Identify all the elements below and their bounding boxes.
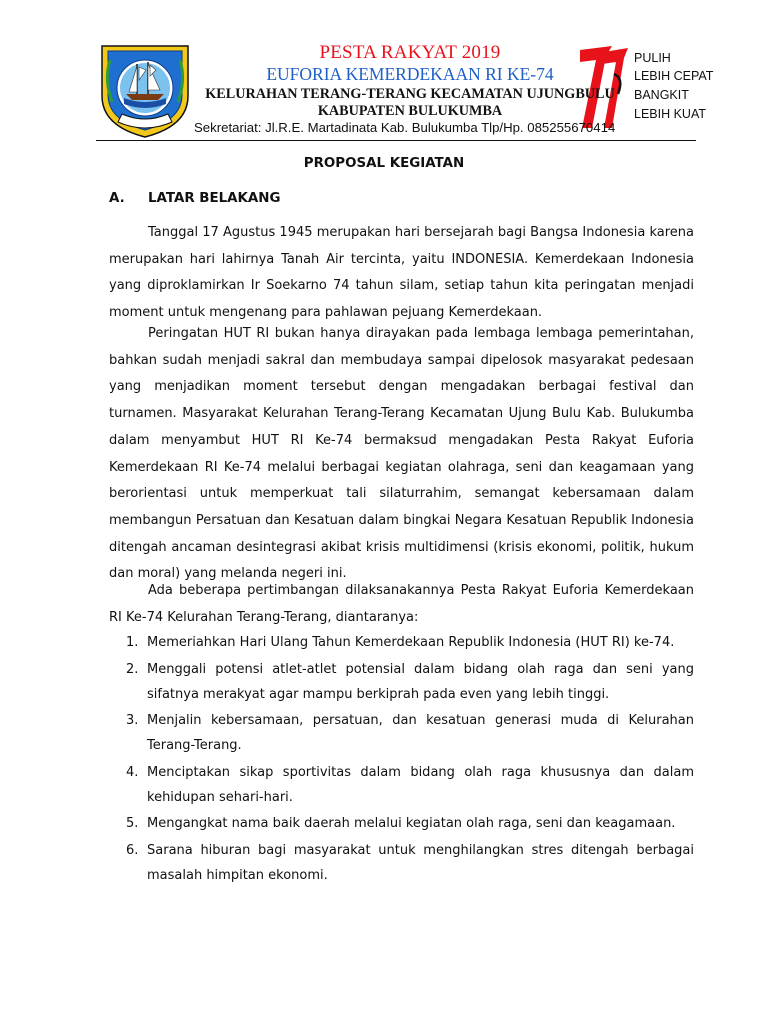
logo-line-pulih: PULIH — [634, 51, 671, 65]
list-item-text: Sarana hiburan bagi masyarakat untuk menghilangkan stres ditengah berbagai masalah himpitan ekonomi. — [147, 842, 694, 883]
list-item-number: 3. — [126, 713, 139, 728]
paragraph-3: Ada beberapa pertimbangan dilaksanakannya Pesta Rakyat Euforia Kemerdekaan RI Ke-74 Kelurahan Terang-Terang, diantaranya: — [109, 583, 694, 625]
list-item-number: 6. — [126, 842, 139, 858]
list-item-number: 4. — [126, 764, 139, 780]
header-divider — [96, 140, 696, 141]
logo-line-bangkit: BANGKIT — [634, 88, 689, 102]
paragraph-2: Peringatan HUT RI bukan hanya dirayakan pada lembaga lembaga pemerintahan, bahkan sudah menjadi sakral dan membudaya sampai dipelosok masyarakat pedesaan yang menjadikan moment tersebut dengan mengadakan berbagai festival dan turnamen. Masyarakat Kelurahan Terang-Terang Kecamatan Ujung Bulu Kab. Bulukumba dalam menyambut HUT RI Ke-74 bermaksud mengadakan Pesta Rakyat Euforia Kemerdekaan RI Ke-74 melalui berbagai kegiatan olahraga, seni dan keagamaan yang berorientasi untuk memperkuat tali silaturrahim, semangat kebersamaan dalam membangun Persatuan dan Kesatuan dalam bingkai Negara Kesatuan Republik Indonesia ditengah ancaman desintegrasi akibat krisis multidimensi (krisis ekonomi, politik, hukum dan moral) yang melanda negeri ini. — [109, 326, 694, 582]
header-sekretariat: Sekretariat: Jl.R.E. Martadinata Kab. Bulukumba Tlp/Hp. 085255670414 — [194, 120, 616, 135]
list-item — [126, 811, 694, 836]
logo-line-lebih-cepat: LEBIH CEPAT — [634, 69, 714, 83]
header-title: PESTA RAKYAT 2019 — [319, 42, 501, 63]
list-item-number: 5. — [126, 816, 139, 831]
proposal-title: PROPOSAL KEGIATAN — [303, 156, 465, 171]
bulukumba-emblem-icon — [96, 40, 194, 140]
list-item-text: Memeriahkan Hari Ulang Tahun Kemerdekaan Republik Indonesia (HUT RI) ke-74. — [147, 635, 675, 650]
list-item — [126, 630, 694, 655]
considerations-list — [126, 630, 694, 889]
list-item-number: 2. — [126, 661, 139, 677]
header-kelurahan: KELURAHAN TERANG-TERANG KECAMATAN UJUNGBULU — [205, 86, 615, 102]
list-item — [126, 657, 694, 707]
header-kabupaten: KABUPATEN BULUKUMBA — [317, 103, 503, 119]
list-item — [126, 708, 694, 758]
list-item-number: 1. — [126, 635, 139, 650]
list-item-text: Mengangkat nama baik daerah melalui kegiatan olah raga, seni dan keagamaan. — [147, 816, 676, 831]
logo-line-lebih-kuat: LEBIH KUAT — [634, 107, 707, 121]
section-letter: A. — [109, 191, 125, 206]
section-title: LATAR BELAKANG — [148, 191, 281, 206]
header-subtitle: EUFORIA KEMERDEKAAN RI KE-74 — [266, 64, 554, 84]
paragraph-1: Tanggal 17 Agustus 1945 merupakan hari bersejarah bagi Bangsa Indonesia karena merupakan hari lahirnya Tanah Air tercinta, yaitu INDONESIA. Kemerdekaan Indonesia yang diproklamirkan Ir Soekarno 74 tahun silam, setiap tahun kita peringatan menjadi moment untuk mengenang para pahlawan pejuang Kemerdekaan. — [109, 225, 694, 321]
list-item-text: Menjalin kebersamaan, persatuan, dan kesatuan generasi muda di Kelurahan Terang-Terang. — [147, 713, 694, 753]
list-item-text: Menggali potensi atlet-atlet potensial dalam bidang olah raga dan seni yang sifatnya merakyat agar mampu berkiprah pada even yang lebih tinggi. — [147, 661, 694, 702]
list-item — [126, 838, 694, 888]
list-item — [126, 760, 694, 810]
list-item-text: Menciptakan sikap sportivitas dalam bidang olah raga khususnya dan dalam kehidupan sehari-hari. — [147, 764, 694, 805]
